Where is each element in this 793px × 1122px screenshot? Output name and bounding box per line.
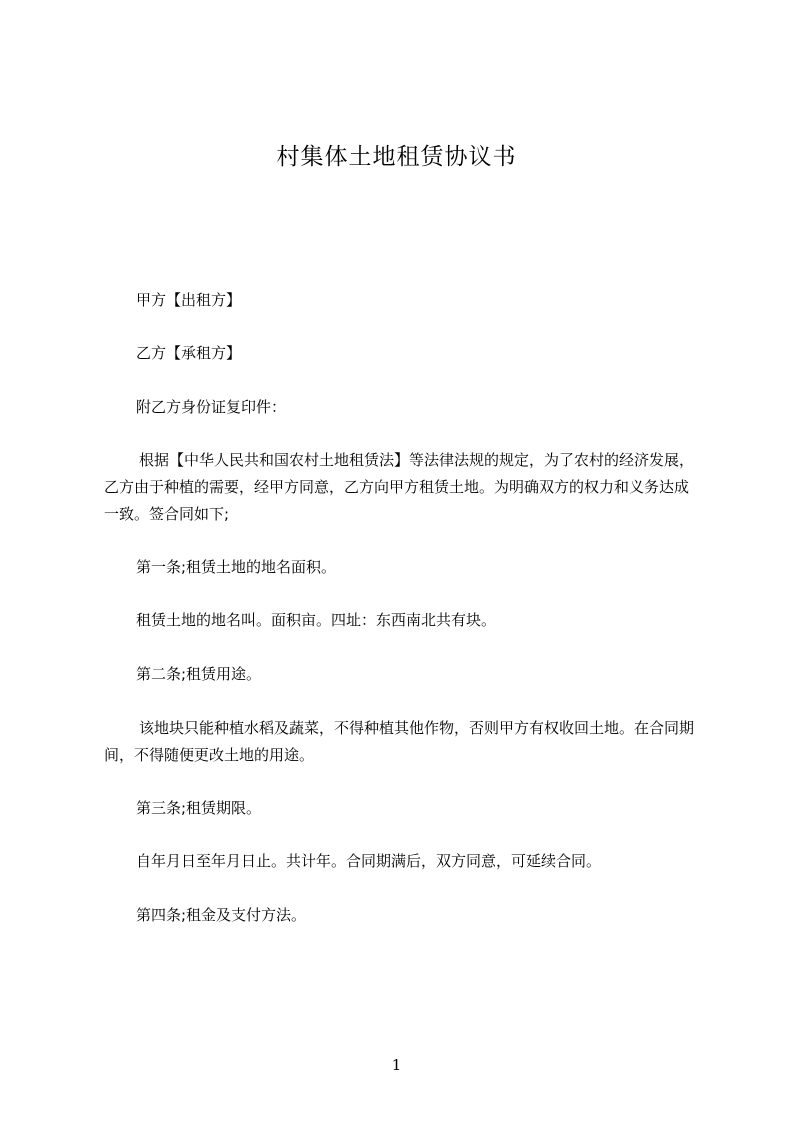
article-2-body: 该地块只能种植水稻及蔬菜，不得种植其他作物，否则甲方有权收回土地。在合同期间，不得随便更改土地的用途。	[104, 719, 695, 764]
article-1-heading: 第一条;租赁土地的地名面积。	[136, 558, 337, 576]
attachment-line: 附乙方身份证复印件：	[136, 398, 287, 416]
article-3-heading: 第三条;租赁期限。	[136, 799, 262, 817]
party-a-line: 甲方【出租方】	[136, 291, 242, 309]
preamble-paragraph: 根据【中华人民共和国农村土地租赁法】等法律法规的规定，为了农村的经济发展，乙方由于种植的需要，经甲方同意，乙方向甲方租赁土地。为明确双方的权力和义务达成一致。签合同如下;	[104, 451, 695, 523]
document-title: 村集体土地租赁协议书	[276, 144, 517, 170]
party-b-line: 乙方【承租方】	[136, 344, 242, 362]
article-2-heading: 第二条;租赁用途。	[136, 665, 262, 683]
article-4-heading: 第四条;租金及支付方法。	[136, 906, 307, 924]
article-1-body: 租赁土地的地名叫。面积亩。四址：东西南北共有块。	[136, 611, 497, 629]
article-3-body: 自年月日至年月日止。共计年。合同期满后，双方同意，可延续合同。	[136, 852, 602, 870]
page-number: 1	[391, 1056, 402, 1074]
